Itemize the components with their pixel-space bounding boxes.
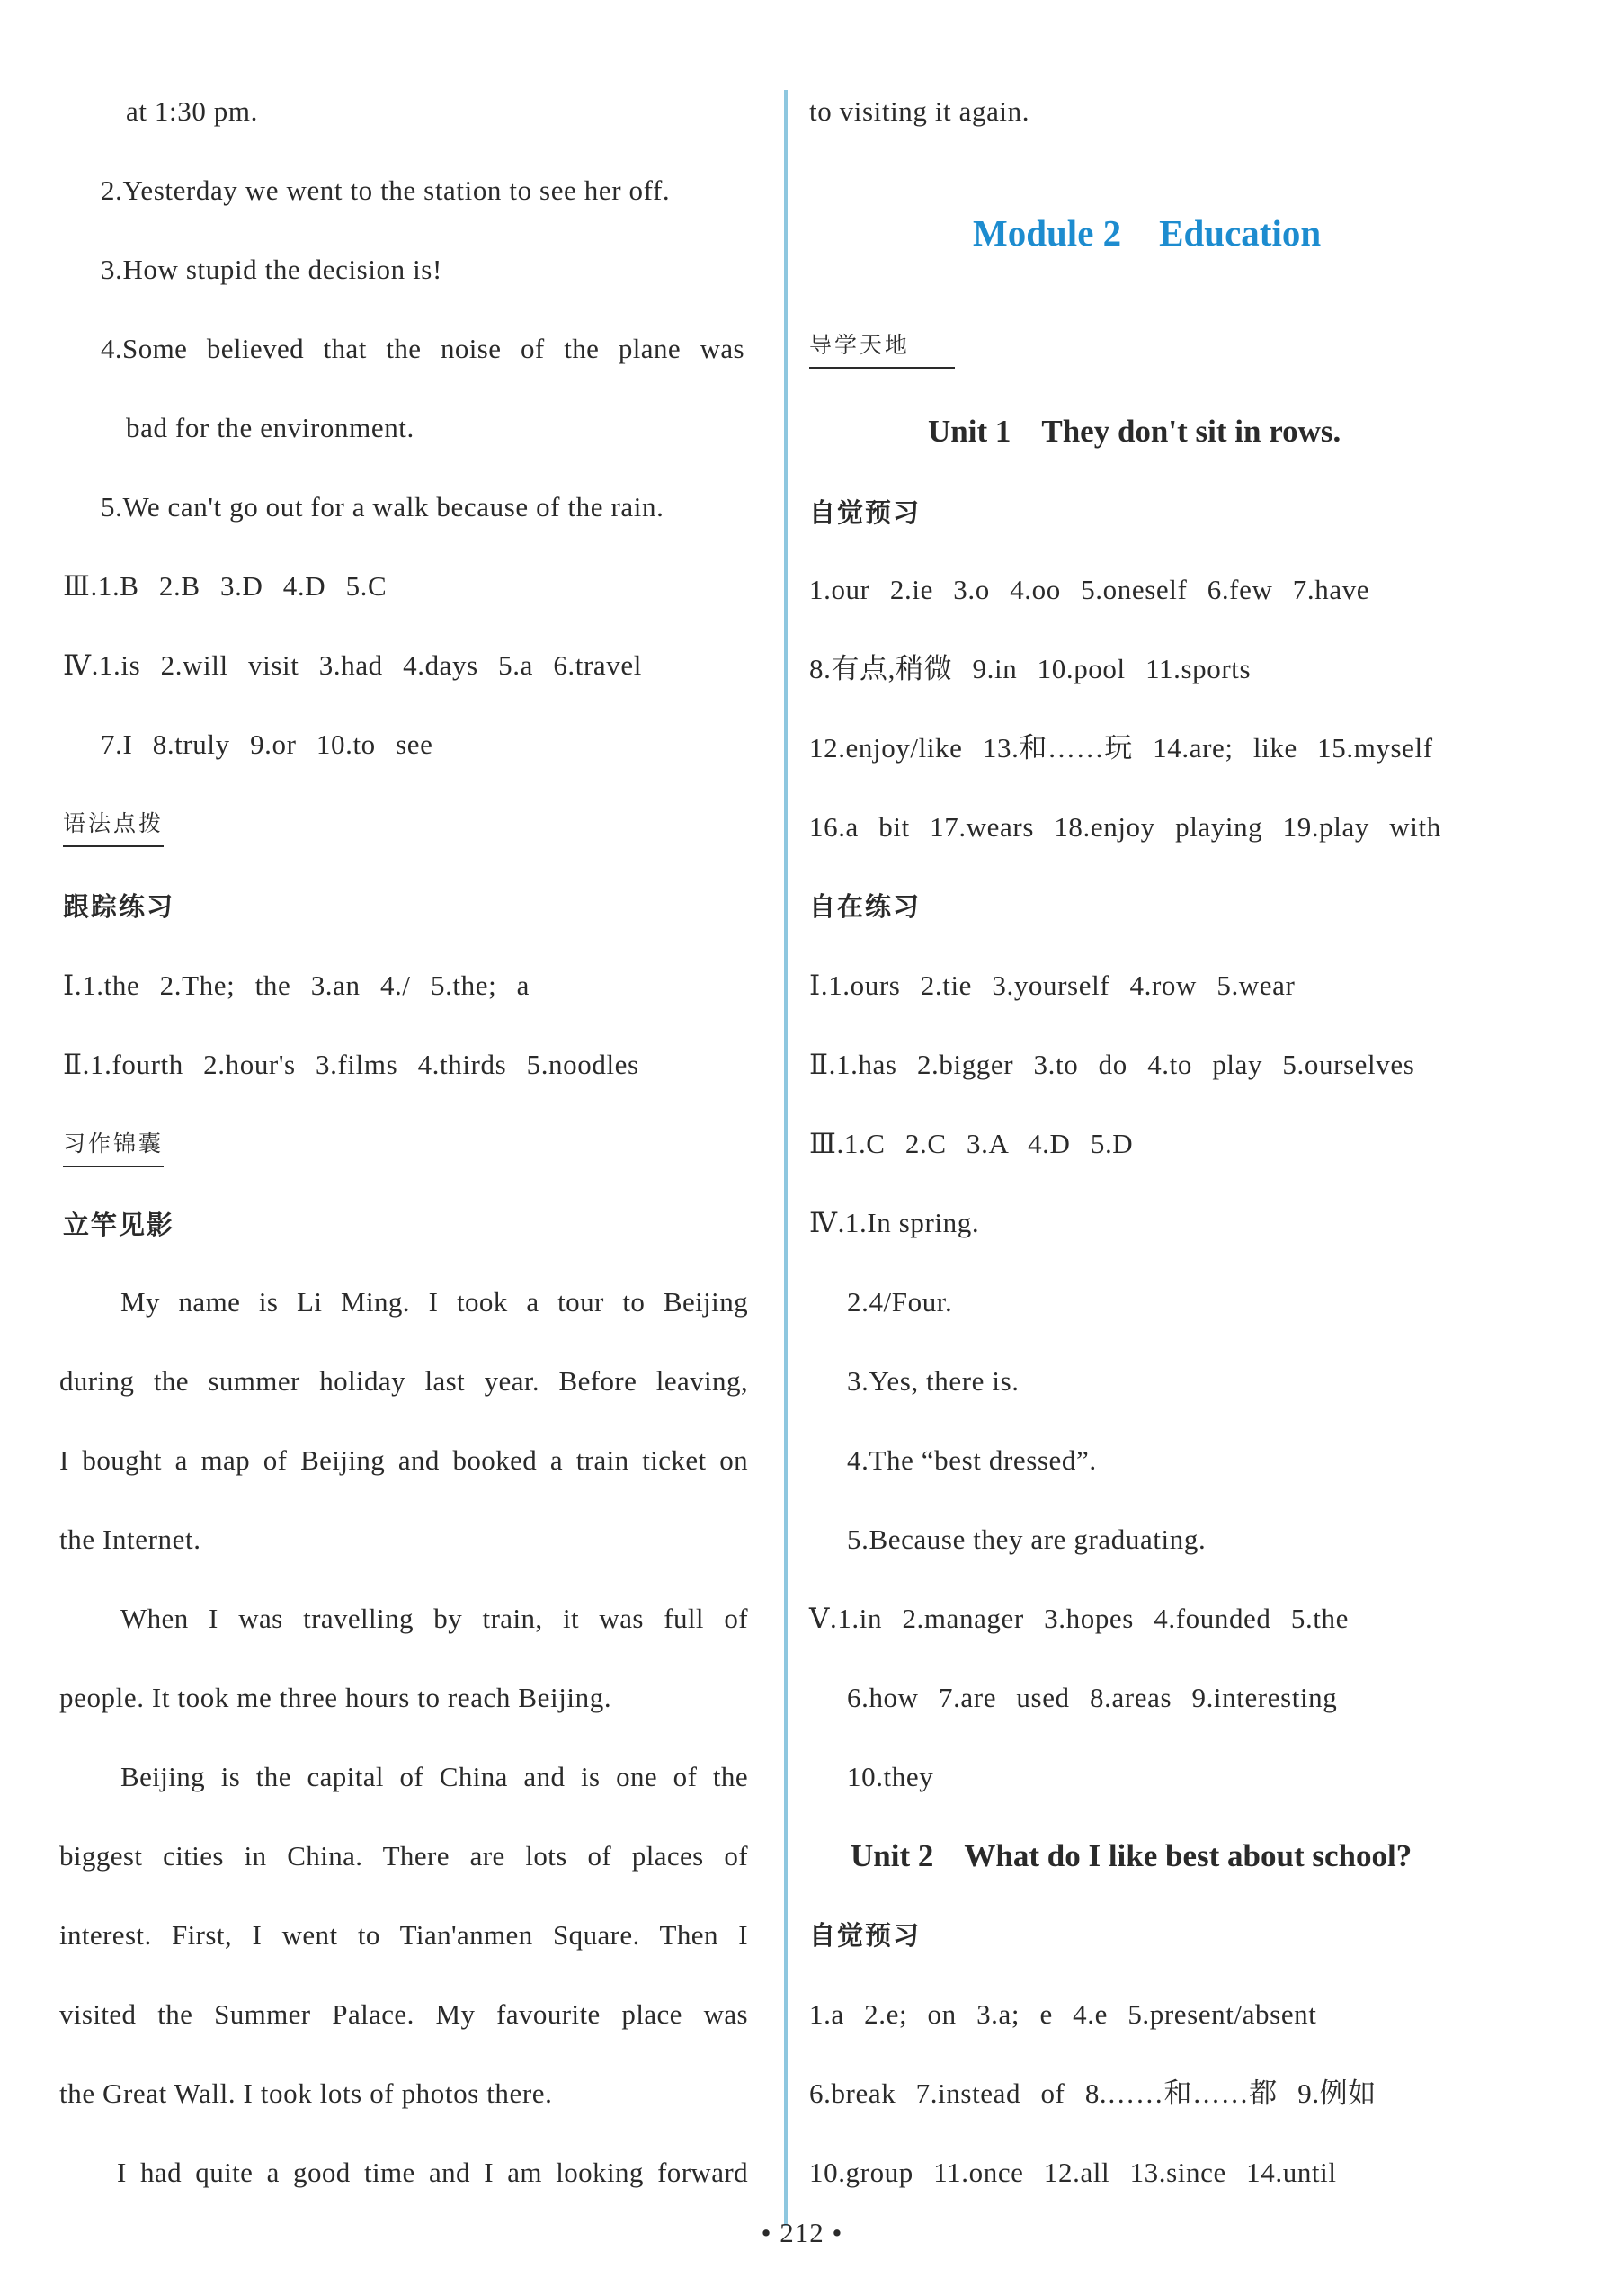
module-number: Module 2	[973, 212, 1122, 254]
section-heading-instant-effect: 立竿见影	[63, 1210, 175, 1240]
section-heading-preview: 自觉预习	[809, 1920, 922, 1951]
section-heading-practice: 自在练习	[809, 891, 922, 922]
answer-line: 4.Some believed that the noise of the plane was	[101, 333, 744, 364]
unit1-title	[928, 412, 1341, 451]
answer-line: Ⅱ.1.fourth 2.hour's 3.films 4.thirds 5.noodles	[63, 1049, 639, 1080]
answer-line: 3.Yes, there is.	[847, 1365, 1020, 1397]
answer-line: Ⅱ.1.has 2.bigger 3.to do 4.to play 5.ourselves	[809, 1049, 1415, 1080]
answer-line: at 1:30 pm.	[126, 95, 258, 127]
answer-line: 1.a 2.e; on 3.a; e 4.e 5.present/absent	[809, 1998, 1317, 2030]
essay-line: My name is Li Ming. I took a tour to Beijing	[120, 1286, 748, 1318]
answer-line: bad for the environment.	[126, 412, 414, 443]
answer-line: Ⅳ.1.In spring.	[809, 1207, 980, 1238]
unit1-number: Unit 1	[928, 414, 1011, 449]
answer-line: 6.how 7.are used 8.areas 9.interesting	[847, 1682, 1338, 1713]
module-title	[973, 210, 1321, 255]
essay-line: people. It took me three hours to reach Beijing.	[59, 1682, 612, 1713]
answer-line: 4.The “best dressed”.	[847, 1444, 1097, 1476]
section-heading-track-practice: 跟踪练习	[63, 891, 175, 922]
answer-line: Ⅳ.1.is 2.will visit 3.had 4.days 5.a 6.travel	[63, 649, 642, 681]
essay-line: When I was travelling by train, it was full of	[120, 1603, 748, 1634]
essay-line: I had quite a good time and I am looking forward	[117, 2157, 748, 2188]
answer-line: Ⅰ.1.the 2.The; the 3.an 4./ 5.the; a	[63, 969, 530, 1001]
answer-line: to visiting it again.	[809, 95, 1030, 127]
essay-line: the Internet.	[59, 1523, 201, 1555]
essay-line: the Great Wall. I took lots of photos there.	[59, 2077, 553, 2109]
answer-line: 2.4/Four.	[847, 1286, 953, 1318]
unit2-name: What do I like best about school?	[964, 1838, 1412, 1873]
essay-line: interest. First, I went to Tian'anmen Square. Then I	[59, 1919, 748, 1951]
answer-line: 10.group 11.once 12.all 13.since 14.until	[809, 2157, 1337, 2188]
answer-line: 5.Because they are graduating.	[847, 1523, 1207, 1555]
answer-line: 3.How stupid the decision is!	[101, 254, 442, 285]
answer-line: 6.break 7.instead of 8.……和……都 9.例如	[809, 2077, 1377, 2109]
essay-line: I bought a map of Beijing and booked a train ticket on	[59, 1444, 748, 1476]
unit1-name: They don't sit in rows.	[1041, 414, 1341, 449]
section-tag-grammar: 语法点拨	[63, 808, 164, 847]
answer-line: Ⅰ.1.ours 2.tie 3.yourself 4.row 5.wear	[809, 969, 1296, 1001]
answer-line: 12.enjoy/like 13.和……玩 14.are; like 15.myself	[809, 732, 1433, 764]
page-number: • 212 •	[761, 2217, 843, 2248]
answer-line: 16.a bit 17.wears 18.enjoy playing 19.play with	[809, 811, 1441, 843]
section-tag-writing: 习作锦囊	[63, 1128, 164, 1167]
section-heading-preview: 自觉预习	[809, 497, 922, 528]
answer-line: 7.I 8.truly 9.or 10.to see	[101, 728, 433, 760]
essay-line: during the summer holiday last year. Before leaving,	[59, 1365, 748, 1397]
answer-line: Ⅲ.1.C 2.C 3.A 4.D 5.D	[809, 1128, 1134, 1159]
answer-line: Ⅴ.1.in 2.manager 3.hopes 4.founded 5.the	[809, 1603, 1349, 1634]
section-tag-guide: 导学天地	[809, 329, 955, 369]
module-name: Education	[1159, 212, 1322, 254]
answer-line: 2.Yesterday we went to the station to see her off.	[101, 174, 671, 206]
column-divider	[784, 90, 788, 2226]
answer-line: 10.they	[847, 1761, 934, 1792]
answer-line: 5.We can't go out for a walk because of the rain.	[101, 491, 664, 523]
unit2-number: Unit 2	[851, 1838, 934, 1873]
answer-line: 1.our 2.ie 3.o 4.oo 5.oneself 6.few 7.have	[809, 574, 1370, 605]
answer-line: Ⅲ.1.B 2.B 3.D 4.D 5.C	[63, 570, 388, 602]
answer-line: 8.有点,稍微 9.in 10.pool 11.sports	[809, 653, 1252, 684]
unit2-title	[851, 1836, 1412, 1876]
essay-line: Beijing is the capital of China and is one of the	[120, 1761, 748, 1792]
essay-line: biggest cities in China. There are lots of places of	[59, 1840, 748, 1872]
essay-line: visited the Summer Palace. My favourite place was	[59, 1998, 748, 2030]
